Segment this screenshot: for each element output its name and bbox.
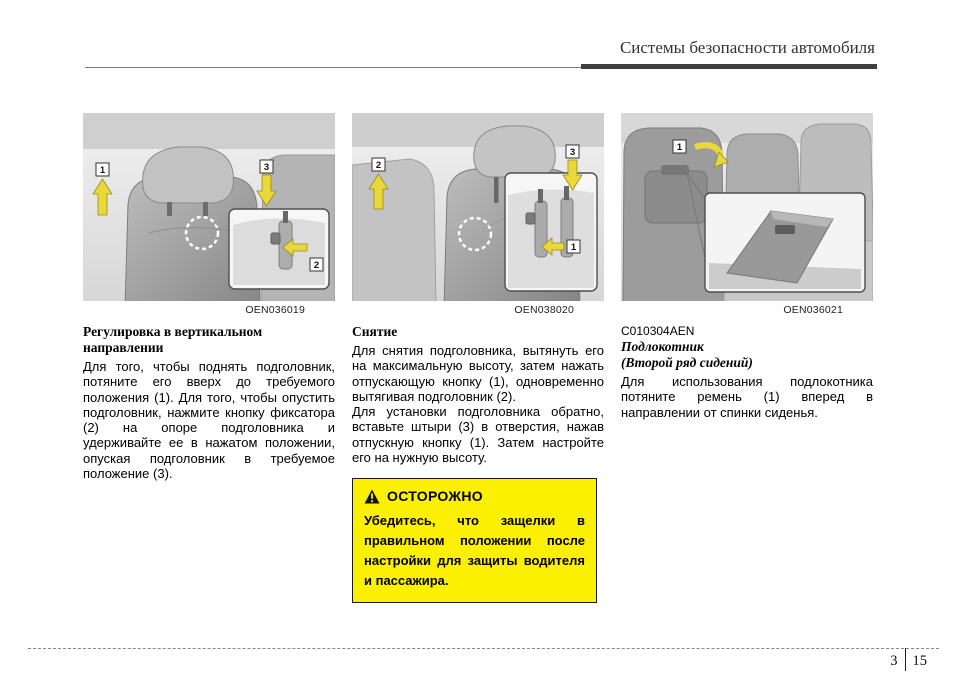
headrest xyxy=(143,147,234,203)
figure-code: OEN036021 xyxy=(783,304,843,316)
section-paragraph: Для использования подлокотника потяните ремень (1) вперед в направлении от спинки сиденья. xyxy=(621,374,873,420)
header-rule xyxy=(85,64,877,70)
inset-detail-lock-button xyxy=(229,209,329,289)
headrest-vertical-photo-illustration xyxy=(83,113,335,301)
section-heading xyxy=(621,339,873,371)
callout-text: 1 xyxy=(676,142,683,153)
section-paragraph: Для снятия подголовника, вытянуть его на максимальную высоту, затем нажать отпускающую кнопку (1), одновременно вытягивая подголовник (2). xyxy=(352,343,604,404)
figure-armrest xyxy=(621,113,873,316)
warning-icon xyxy=(364,489,380,504)
column-vertical-adjustment xyxy=(83,113,335,603)
section-heading-line1: Подлокотник xyxy=(621,339,704,354)
section-heading-line2: (Второй ряд сидений) xyxy=(621,355,753,370)
inset-detail-armrest-folded xyxy=(705,193,865,292)
section-code: C010304AEN xyxy=(621,324,695,338)
callout-label-1 xyxy=(673,140,686,153)
figure-headrest-vertical xyxy=(83,113,335,316)
figure-code: OEN036019 xyxy=(245,304,305,316)
callout-text: 3 xyxy=(569,147,576,158)
callout-label-1 xyxy=(567,240,580,253)
armrest-photo-illustration xyxy=(621,113,873,301)
armrest-panel xyxy=(645,171,707,223)
headrest-removal-photo-illustration xyxy=(352,113,604,301)
callout-text: 2 xyxy=(375,160,382,171)
section-heading: Снятие xyxy=(352,324,398,339)
callout-text: 2 xyxy=(313,260,320,271)
callout-label-3 xyxy=(260,160,273,173)
section-number: 3 xyxy=(890,653,898,669)
chapter-title: Системы безопасности автомобиля xyxy=(619,38,875,57)
adjacent-seat xyxy=(352,159,436,301)
callout-label-1 xyxy=(96,163,109,176)
callout-label-2 xyxy=(310,258,323,271)
page-number xyxy=(890,650,927,671)
callout-text: 3 xyxy=(263,162,270,173)
inset-detail-guides xyxy=(505,173,597,291)
section-paragraph: Для установки подголовника обратно, вставьте штыри (3) в отверстия, нажав отпускную кнопку (1). Затем настройте его на нужную высоту. xyxy=(352,404,604,466)
figure-headrest-removal xyxy=(352,113,604,316)
header-rule-accent xyxy=(581,64,877,69)
column-removal xyxy=(352,113,604,603)
warning-text: Убедитесь, что защелки в правильном положении после настройки для защиты водителя и пассажира. xyxy=(364,513,585,589)
callout-label-3 xyxy=(566,145,579,158)
page-number-value: 15 xyxy=(912,653,927,669)
column-armrest xyxy=(621,113,873,603)
figure-code: OEN038020 xyxy=(514,304,574,316)
callout-label-2 xyxy=(372,158,385,171)
callout-text: 1 xyxy=(570,242,577,253)
warning-title: ОСТОРОЖНО xyxy=(387,488,483,505)
section-heading: Регулировка в вертикальном направлении xyxy=(83,324,263,355)
headrest-raised xyxy=(474,126,555,177)
section-paragraph: Для того, чтобы поднять подголовник, потяните его вверх до требуемого положения (1). Для того, чтобы опустить подголовник, нажмите кнопку фиксатора (2) на опоре подголовника и удерживайте ее в нажатом положении, опуская подголовник в требуемое положение (3). xyxy=(83,359,335,482)
callout-text: 1 xyxy=(99,165,106,176)
page-number-divider xyxy=(905,648,906,671)
warning-box xyxy=(352,478,597,603)
footer-dash-rule xyxy=(28,648,939,649)
armrest-strap xyxy=(661,165,689,175)
warning-header xyxy=(364,488,585,504)
content-columns xyxy=(83,113,873,603)
